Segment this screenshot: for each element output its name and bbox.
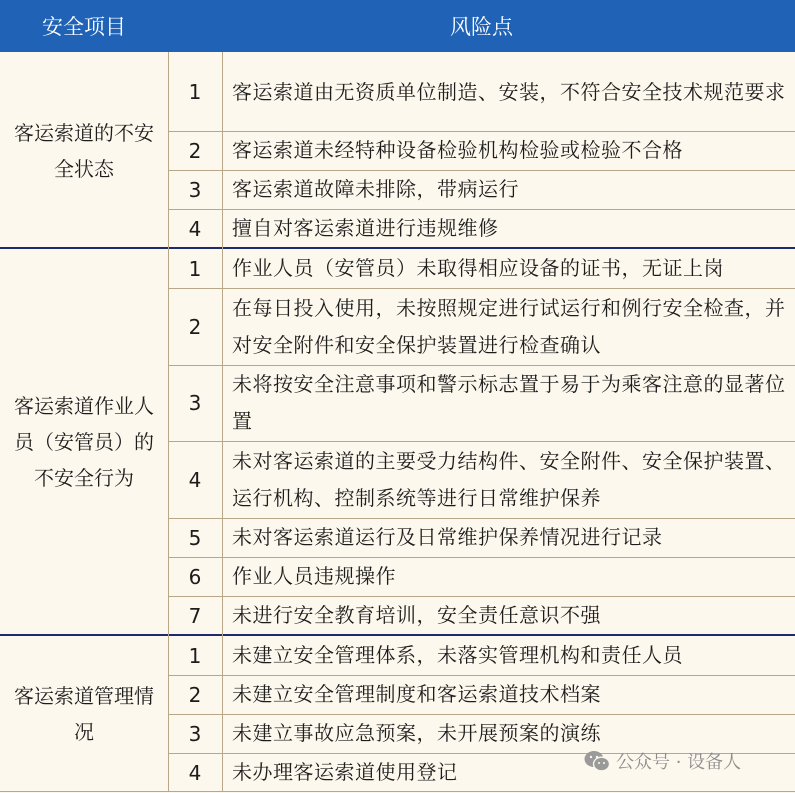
row-number: 5 <box>188 525 202 550</box>
risk-text: 未进行安全教育培训，安全责任意识不强 <box>232 603 601 627</box>
row-number: 3 <box>188 721 202 746</box>
risk-text: 擅自对客运索道进行违规维修 <box>232 216 499 240</box>
row-number: 4 <box>188 467 202 492</box>
row-number: 1 <box>188 80 202 104</box>
risk-text: 客运索道故障未排除，带病运行 <box>232 177 519 201</box>
row-number: 2 <box>188 682 202 707</box>
risk-text: 未建立事故应急预案，未开展预案的演练 <box>232 721 601 745</box>
watermark-text: 公众号 · 设备人 <box>616 752 742 773</box>
row-number: 3 <box>188 177 202 202</box>
category-cell: 客运索道的不安全状态 <box>14 120 154 181</box>
header-item: 安全项目 <box>0 0 168 52</box>
wechat-icon <box>584 750 610 772</box>
risk-text: 未办理客运索道使用登记 <box>232 760 458 784</box>
column-divider <box>222 52 223 792</box>
row-number: 2 <box>188 138 202 163</box>
row-number: 2 <box>188 314 202 339</box>
row-number: 4 <box>188 216 202 241</box>
risk-text: 客运索道未经特种设备检验机构检验或检验不合格 <box>232 138 683 162</box>
risk-text: 客运索道由无资质单位制造、安装，不符合安全技术规范要求 <box>232 79 786 104</box>
risk-text: 未将按安全注意事项和警示标志置于易于为乘客注意的显著位置 <box>232 372 786 433</box>
category-cell: 客运索道作业人员（安管员）的不安全行为 <box>14 394 154 490</box>
row-number: 7 <box>188 603 202 628</box>
watermark <box>584 748 741 774</box>
row-number: 1 <box>188 643 202 668</box>
risk-text: 未对客运索道运行及日常维护保养情况进行记录 <box>232 525 663 549</box>
row-number: 1 <box>188 256 202 281</box>
table-bottom-border <box>0 791 795 792</box>
column-divider <box>168 52 169 792</box>
risk-text: 未对客运索道的主要受力结构件、安全附件、安全保护装置、运行机构、控制系统等进行日常维护保养 <box>232 448 786 510</box>
category-cell: 客运索道管理情况 <box>14 684 154 744</box>
row-number: 3 <box>188 391 202 415</box>
risk-text: 作业人员（安管员）未取得相应设备的证书，无证上岗 <box>232 256 724 280</box>
risk-text: 在每日投入使用，未按照规定进行试运行和例行安全检查，并对安全附件和安全保护装置进行检查确认 <box>232 295 786 357</box>
risk-text: 作业人员违规操作 <box>232 564 396 588</box>
row-number: 4 <box>188 760 202 785</box>
risk-text: 未建立安全管理体系，未落实管理机构和责任人员 <box>232 643 683 667</box>
risk-text: 未建立安全管理制度和客运索道技术档案 <box>232 682 601 706</box>
row-number: 6 <box>188 564 202 589</box>
header-risk: 风险点 <box>168 0 795 52</box>
